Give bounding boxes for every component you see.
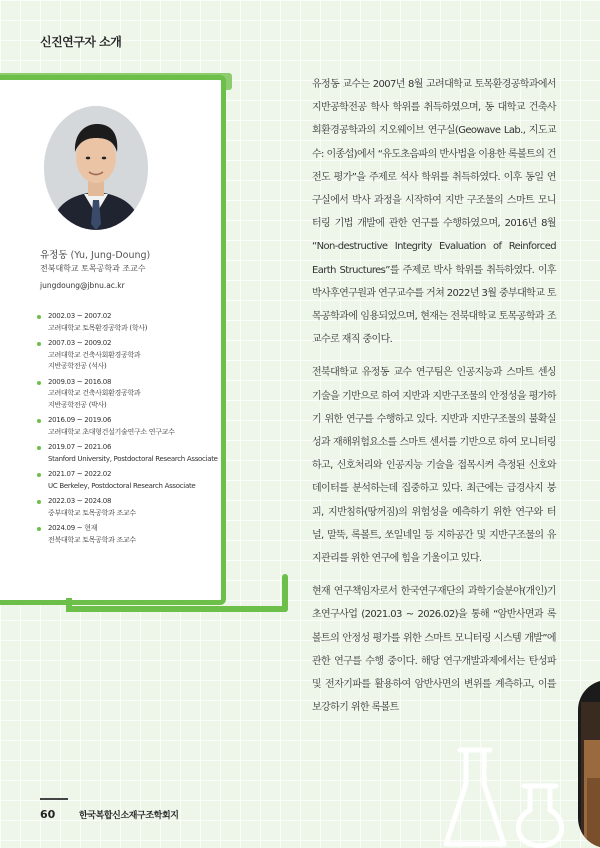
article-body <box>312 73 556 729</box>
bullet-icon <box>37 419 41 423</box>
career-desc: 고려대학교 건축사회환경공학과 지반공학전공 (석사) <box>48 350 141 370</box>
career-item <box>36 496 222 519</box>
name-ko: 유정동 <box>40 250 68 261</box>
career-item <box>36 469 222 492</box>
career-desc: 중부대학교 토목공학과 조교수 <box>48 508 136 517</box>
card-decor-line <box>282 574 288 612</box>
name-en: (Yu, Jung-Doung) <box>67 250 151 261</box>
career-date: 2024.09 ~ 현재 <box>48 524 98 532</box>
career-date: 2021.07 ~ 2022.02 <box>48 470 112 478</box>
bullet-icon <box>37 315 41 319</box>
career-desc: UC Berkeley, Postdoctoral Research Associate <box>48 481 196 490</box>
bullet-icon <box>37 342 41 346</box>
bullet-icon <box>37 527 41 531</box>
flask-illustration-icon <box>440 740 590 848</box>
career-desc: 고려대학교 초대형건설기술연구소 연구교수 <box>48 427 175 436</box>
career-item <box>36 523 222 546</box>
body-paragraph: 전북대학교 유정동 교수 연구팀은 인공지능과 스마트 센싱 기술을 기반으로 하여 지반과 지반구조물의 안정성을 평가하기 위한 연구를 수행하고 있다. 지반과 지반구조물의 불확실성과 재해위험요소를 스마트 센서를 기반으로 하여 모니터링하고, 신호처리와 인공지능 기술을 접목시켜 측정된 신호와 데이터를 분석하는데 집중하고 있다. 최근에는 급경사지 붕괴, 지반침하(땅꺼짐)의 위험성을 예측하기 위한 연구와 터널, 말뚝, 록볼트, 쏘일네일 등 지하공간 및 지반구조물의 유지관리를 위한 연구에 힘을 기울이고 있다. <box>312 367 556 565</box>
site-photo-image <box>578 680 600 848</box>
section-title: 신진연구자 소개 <box>40 35 122 49</box>
page-number: 60 <box>40 808 56 821</box>
card-decor-line <box>66 606 288 612</box>
journal-title: 한국복합신소재구조학회지 <box>79 811 179 821</box>
profile-affiliation: 전북대학교 토목공학과 조교수 <box>40 264 146 273</box>
career-date: 2019.07 ~ 2021.06 <box>48 443 112 451</box>
footer-rule <box>40 798 68 800</box>
career-desc: 고려대학교 토목환경공학과 (학사) <box>48 323 148 332</box>
profile-name <box>40 247 150 261</box>
career-date: 2007.03 ~ 2009.02 <box>48 339 112 347</box>
bullet-icon <box>37 446 41 450</box>
career-date: 2002.03 ~ 2007.02 <box>48 312 112 320</box>
career-item <box>36 311 222 334</box>
career-desc: 전북대학교 토목공학과 조교수 <box>48 535 136 544</box>
career-item <box>36 442 222 465</box>
bullet-icon <box>37 473 41 477</box>
career-desc: 고려대학교 건축사회환경공학과 지반공학전공 (박사) <box>48 389 141 409</box>
portrait-image <box>44 106 148 230</box>
side-photo <box>578 680 600 848</box>
career-item <box>36 338 222 373</box>
career-desc: Stanford University, Postdoctoral Research Associate <box>48 454 218 463</box>
career-date: 2009.03 ~ 2016.08 <box>48 377 112 386</box>
career-item <box>36 377 222 412</box>
profile-email: jungdoung@jbnu.ac.kr <box>40 281 125 290</box>
career-item <box>36 415 222 438</box>
body-paragraph: 유정동 교수는 2007년 8월 고려대학교 토목환경공학과에서 지반공학전공 학사 학위를 취득하였으며, 동 대학교 건축사회환경공학과의 지오웨이브 연구실(Geowave Lab., 지도교수: 이종섭)에서 “유도초음파의 반사법을 이용한 록볼트의 건전도 평가”을 주제로 석사 학위를 취득하였다. 이후 동일 연구실에서 박사 과정을 시작하여 지반 구조물의 스마트 모니터링 기법 개발에 관한 연구를 수행하였으며, 2016년 8월 “Non-destructive Integrity Evaluation of Reinforced Earth Structures”를 주제로 박사 학위를 취득하였다. 이후 박사후연구원과 연구교수를 거쳐 2022년 3월 중부대학교 토목공학과에 임용되었으며, 현재는 전북대학교 토목공학과 조교수로 재직 중이다. <box>312 79 556 346</box>
profile-photo <box>44 106 148 230</box>
body-paragraph: 현재 연구책임자로서 한국연구재단의 과학기술분야(개인)기초연구사업 (2021.03 ~ 2026.02)을 통해 “암반사면과 록볼트의 안정성 평가를 위한 스마트 모니터링 시스템 개발”에 관한 연구를 수행 중이다. 해당 연구개발과제에서는 탄성파 및 전자기파를 활용하여 암반사면의 변위를 계측하고, 이를 보강하기 위한 록볼트 <box>312 586 556 714</box>
career-list <box>36 311 222 550</box>
bullet-icon <box>37 381 41 385</box>
career-date: 2022.03 ~ 2024.08 <box>48 497 112 505</box>
bullet-icon <box>37 500 41 504</box>
career-date: 2016.09 ~ 2019.06 <box>48 416 112 424</box>
